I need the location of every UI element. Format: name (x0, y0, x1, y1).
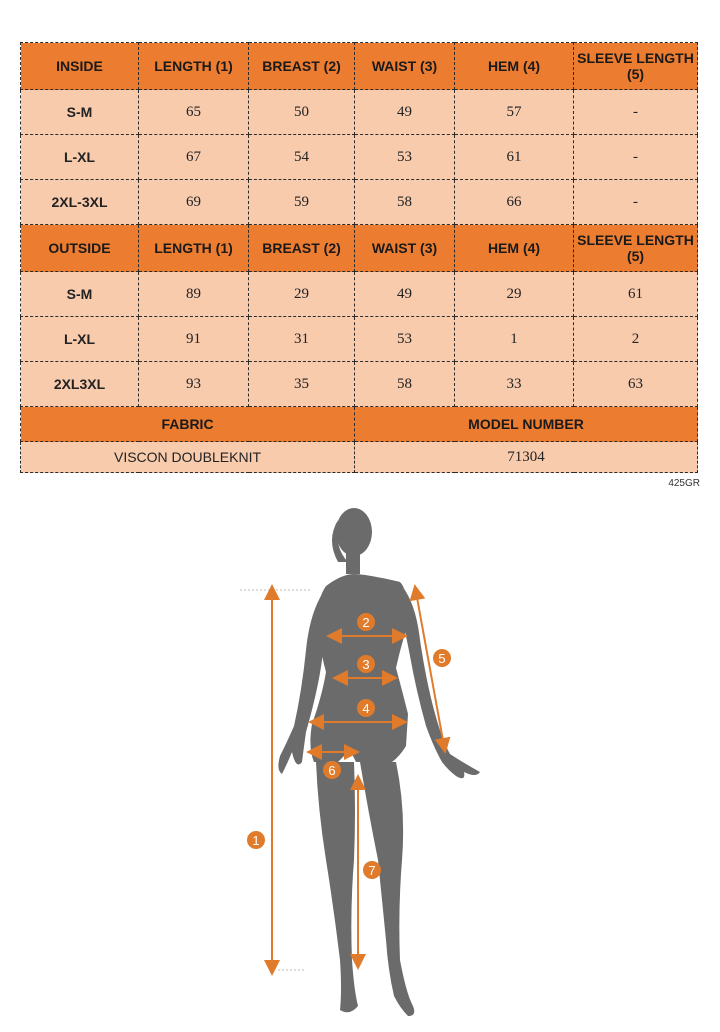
table-row (21, 135, 698, 180)
svg-text:6: 6 (328, 763, 336, 778)
measurement-cell: 33 (455, 362, 574, 407)
model-number-value: 71304 (355, 442, 698, 473)
measurement-cell: 61 (574, 272, 698, 317)
table-row (21, 90, 698, 135)
body-silhouette-diagram (230, 500, 490, 1020)
fabric-value: VISCON DOUBLEKNIT (21, 442, 355, 473)
outside-section (21, 225, 698, 407)
measurement-cell: 49 (355, 272, 455, 317)
table-row (21, 362, 698, 407)
fabric-label: FABRIC (21, 407, 355, 442)
size-label: S-M (21, 90, 139, 135)
measurement-cell: 91 (139, 317, 249, 362)
measurement-cell: 67 (139, 135, 249, 180)
inside-header-cell: LENGTH (1) (139, 43, 249, 90)
table-row (21, 317, 698, 362)
size-chart (20, 42, 697, 473)
svg-text:7: 7 (368, 863, 376, 878)
marker-5 (433, 649, 451, 667)
measurement-cell: 89 (139, 272, 249, 317)
size-label: 2XL-3XL (21, 180, 139, 225)
measurement-cell: 69 (139, 180, 249, 225)
marker-6 (323, 761, 341, 779)
measurement-cell: 65 (139, 90, 249, 135)
svg-text:1: 1 (252, 833, 260, 848)
inside-header-cell: HEM (4) (455, 43, 574, 90)
outside-header-cell: OUTSIDE (21, 225, 139, 272)
product-code: 425GR (668, 478, 700, 489)
measurement-cell: 57 (455, 90, 574, 135)
measurement-cell: 29 (249, 272, 355, 317)
svg-text:2: 2 (362, 615, 370, 630)
measurement-cell: 31 (249, 317, 355, 362)
outside-header-cell: WAIST (3) (355, 225, 455, 272)
measurement-cell: - (574, 180, 698, 225)
measurement-cell: - (574, 90, 698, 135)
measurement-cell: 61 (455, 135, 574, 180)
footer-value-row (21, 442, 698, 473)
size-label: S-M (21, 272, 139, 317)
size-label: 2XL3XL (21, 362, 139, 407)
footer-header-row (21, 407, 698, 442)
measurement-cell: 54 (249, 135, 355, 180)
marker-1 (247, 831, 265, 849)
table-row (21, 180, 698, 225)
outside-header-cell: BREAST (2) (249, 225, 355, 272)
size-label: L-XL (21, 317, 139, 362)
marker-7 (363, 861, 381, 879)
measurement-cell: 1 (455, 317, 574, 362)
measurement-cell: 50 (249, 90, 355, 135)
measurement-cell: 49 (355, 90, 455, 135)
measurement-cell: 2 (574, 317, 698, 362)
inside-header-row (21, 43, 698, 90)
measurement-cell: 35 (249, 362, 355, 407)
outside-header-row (21, 225, 698, 272)
measurement-cell: 53 (355, 317, 455, 362)
measurement-cell: 58 (355, 362, 455, 407)
svg-text:5: 5 (438, 651, 446, 666)
inside-header-cell: SLEEVE LENGTH (5) (574, 43, 698, 90)
measurement-cell: 29 (455, 272, 574, 317)
measurement-cell: 58 (355, 180, 455, 225)
marker-4 (357, 699, 375, 717)
inside-section (21, 43, 698, 225)
measurement-cell: 93 (139, 362, 249, 407)
outside-header-cell: HEM (4) (455, 225, 574, 272)
outside-header-cell: LENGTH (1) (139, 225, 249, 272)
outside-header-cell: SLEEVE LENGTH (5) (574, 225, 698, 272)
footer-section (21, 407, 698, 473)
model-number-label: MODEL NUMBER (355, 407, 698, 442)
inside-header-cell: INSIDE (21, 43, 139, 90)
inside-header-cell: BREAST (2) (249, 43, 355, 90)
measurement-cell: - (574, 135, 698, 180)
silhouette (278, 508, 480, 1016)
svg-text:4: 4 (362, 701, 370, 716)
marker-3 (357, 655, 375, 673)
measurement-diagram (230, 500, 490, 1020)
measurement-cell: 66 (455, 180, 574, 225)
measurement-cell: 63 (574, 362, 698, 407)
size-label: L-XL (21, 135, 139, 180)
measurement-cell: 59 (249, 180, 355, 225)
inside-header-cell: WAIST (3) (355, 43, 455, 90)
svg-text:3: 3 (362, 657, 370, 672)
size-table (20, 42, 698, 473)
table-row (21, 272, 698, 317)
measurement-cell: 53 (355, 135, 455, 180)
marker-2 (357, 613, 375, 631)
